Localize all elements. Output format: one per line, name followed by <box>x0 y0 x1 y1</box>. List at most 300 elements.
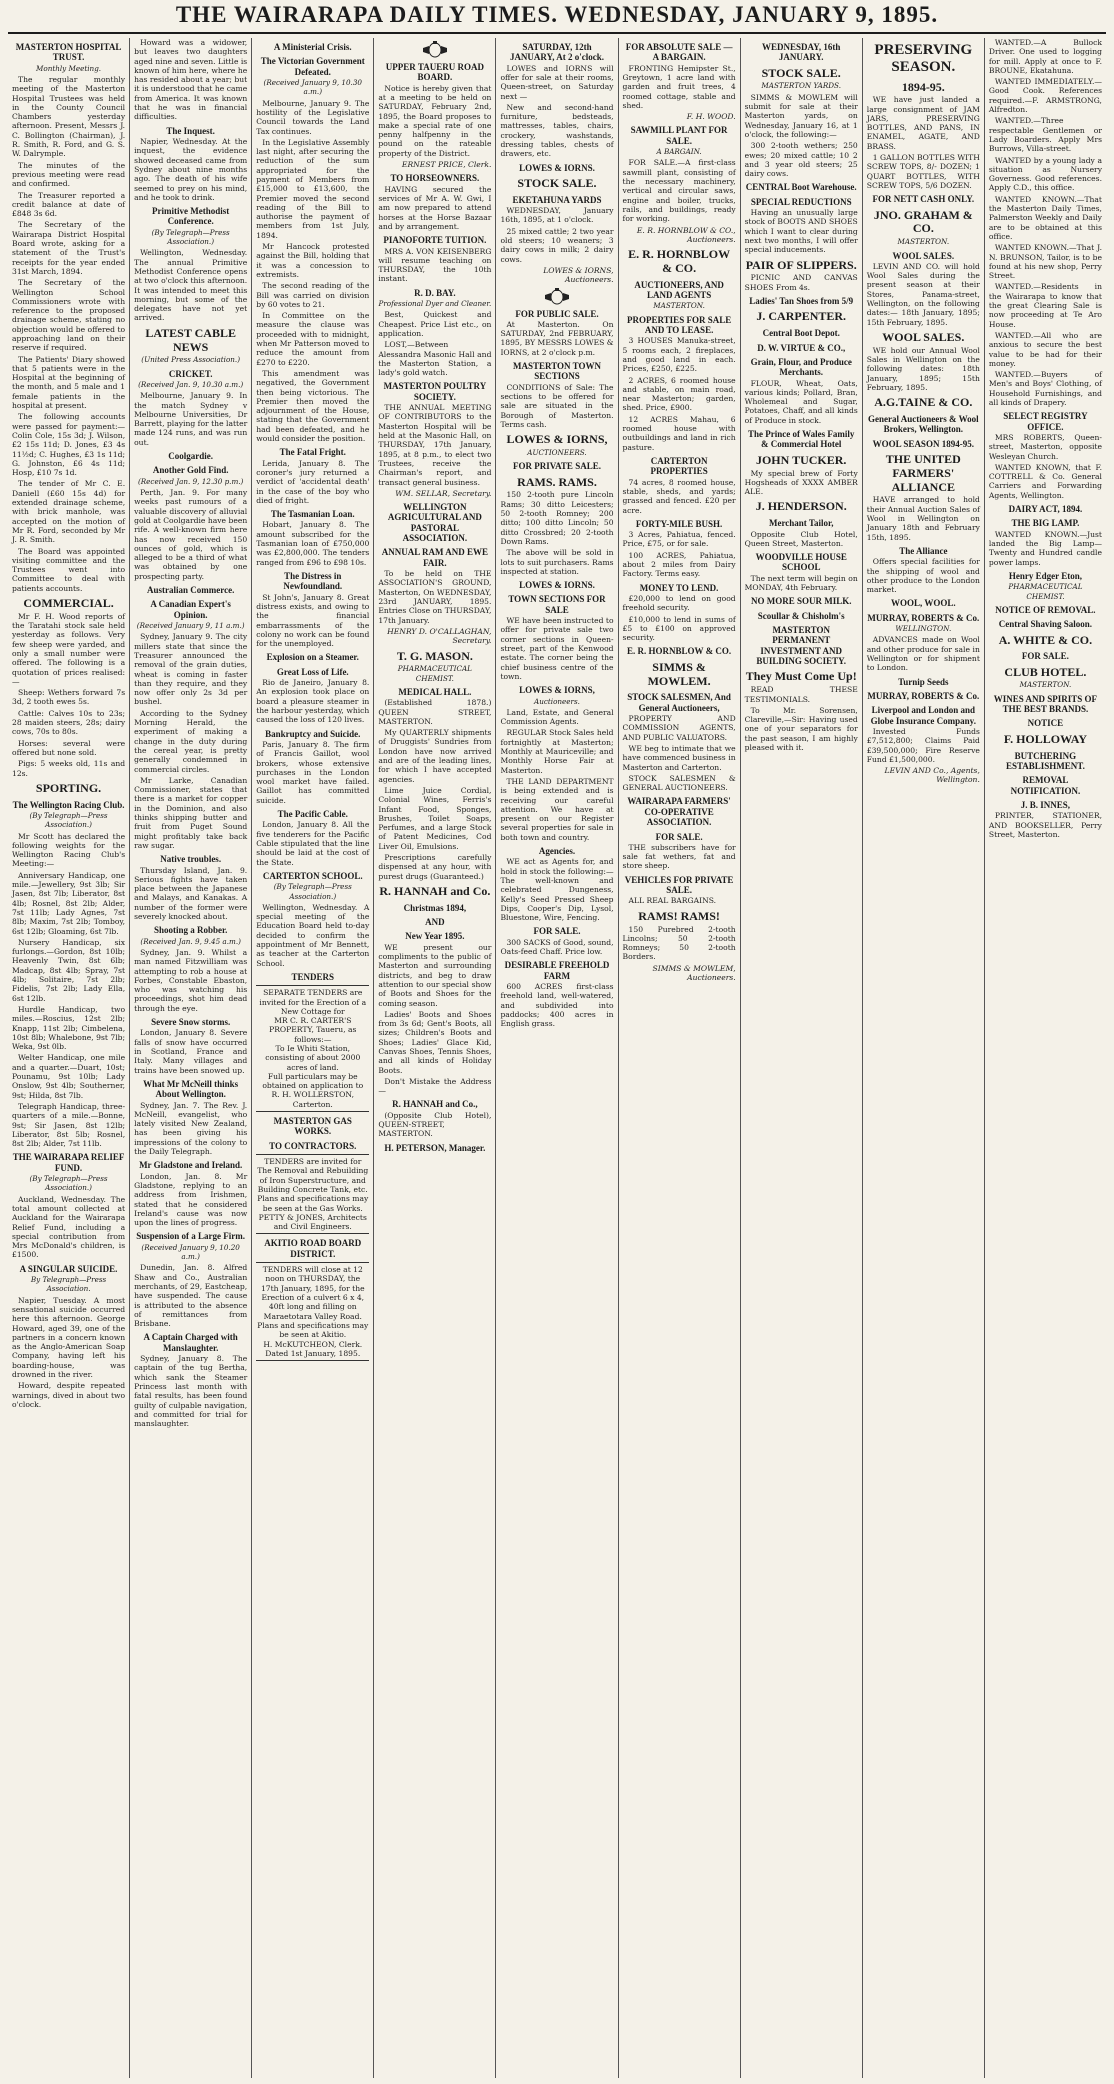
article-heading: WINES AND SPIRITS OF THE BEST BRANDS. <box>993 693 1098 715</box>
article-paragraph: (Established 1878.) QUEEN STREET, MASTERTON. <box>378 698 492 726</box>
article-subheading: (Received Jan. 9, 12.30 p.m.) <box>137 476 244 486</box>
article-paragraph: WE have been instructed to offer for private sale two corner sections in Queen-street, part of the Kenwood estate. The corner being the chief business centre of the town. <box>500 616 614 681</box>
article-paragraph: Don't Mistake the Address — <box>378 1076 492 1096</box>
article-heading: Christmas 1894, <box>403 902 467 913</box>
article-heading: LOWES & IORNS. <box>519 580 595 591</box>
article-paragraph: MRS A. VON KEISENBERG will resume teaching on THURSDAY, the 10th instant. <box>378 246 492 284</box>
article-paragraph: London, January 8. Severe falls of snow have occurred in Scotland, France and Italy. Many villages and trains have been snowed up. <box>134 1028 248 1075</box>
article-heading: The Pacific Cable. <box>277 809 348 820</box>
article-subheading: A BARGAIN. <box>656 147 702 157</box>
signature-line: E. R. HORNBLOW & CO., Auctioneers. <box>636 225 736 244</box>
article-heading: Shooting a Robber. <box>153 925 228 936</box>
article-paragraph: WANTED KNOWN, that F. COTTRELL & Co. General Carriers and Forwarding Agents, Wellington. <box>988 462 1102 500</box>
advertisement-line: H. McKUTCHEON, Clerk. <box>263 1339 363 1349</box>
advertisement-line: To Ie Whiti Station, consisting of about 2000 acres of land. <box>265 1044 361 1072</box>
article-paragraph: Sydney, Jan. 9. Whilst a man named Fitzwilliam was attempting to rob a house at Forbes, Constable Ebaston, who was watching his proceedings, shot him dead through the eye. <box>134 947 248 1013</box>
article-subheading: AUCTIONEERS. <box>527 448 587 458</box>
article-paragraph: Paris, January 8. The firm of Francis Gaillot, wool brokers, whose extensive purchases in the London wool market have failed. Gaillot has committed suicide. <box>256 739 370 805</box>
article-heading: LOWES & IORNS, <box>506 432 608 447</box>
article-paragraph: Pigs: 5 weeks old, 11s and 12s. <box>12 759 126 778</box>
article-heading: Australian Commerce. <box>147 585 235 596</box>
article-heading: General Auctioneers & Wool Brokers, Wellington. <box>868 414 979 435</box>
article-heading: PROPERTIES FOR SALE AND TO LEASE. <box>627 314 732 336</box>
article-heading: A Captain Charged with Manslaughter. <box>143 1332 238 1353</box>
article-heading: Agencies. <box>538 846 576 857</box>
article-paragraph: WE beg to intimate that we have commenced business in Masterton and Carterton. <box>622 744 736 772</box>
article-paragraph: ALL REAL BARGAINS. <box>628 896 717 906</box>
advertisement-line: SEPARATE TENDERS are invited for the Erection of a New Cottage for <box>259 988 367 1016</box>
article-paragraph: Napier, Tuesday. A most sensational suicide occurred here this afternoon. George Howard, aged 39, one of the partners in a concern known as the Anglo-American Soap Company, having left his boarding-house, was drowned in the river. <box>12 1295 126 1380</box>
article-heading: SIMMS & MOWLEM. <box>647 659 711 688</box>
article-paragraph: Horses: several were offered but none sold. <box>12 738 126 757</box>
article-heading: Great Loss of Life. <box>276 666 349 677</box>
article-heading: New Year 1895. <box>405 931 465 942</box>
article-paragraph: Ladies' Boots and Shoes from 3s 6d; Gent's Boots, all sizes; Children's Boots and Shoes; Ladies' Glace Kid, Canvas Shoes, Tennis Shoes, and all kinds of Holiday Boots. <box>378 1009 492 1075</box>
article-paragraph: Sydney, Jan. 7. The Rev. J. McNeill, evangelist, who lately visited New Zealand, has been giving his impressions of the colony to the Daily Telegraph. <box>134 1100 248 1157</box>
article-subheading: (United Press Association.) <box>141 355 241 365</box>
article-heading: MURRAY, ROBERTS & Co. <box>867 612 980 623</box>
article-paragraph: 300 SACKS of Good, sound, Oats-feed Chaff. Price low. <box>500 937 614 957</box>
article-heading: PIANOFORTE TUITION. <box>383 235 487 246</box>
article-subheading: WELLINGTON. <box>895 624 952 634</box>
signature-line: ERNEST PRICE, Clerk. <box>401 160 492 170</box>
article-paragraph: The second reading of the Bill was carried on division by 60 votes to 21. <box>256 281 370 309</box>
article-paragraph: 100 ACRES, Pahiatua, about 2 miles from Dairy Factory. Terms easy. <box>622 550 736 579</box>
article-heading: Central Boot Depot. <box>762 328 840 339</box>
article-paragraph: Mr Larke, Canadian Commissioner, states that there is a market for copper in the Dominion, and also thinks shipping butter and fruit from Puget Sound might profitably take back raw sugar. <box>134 775 248 850</box>
article-paragraph: The regular monthly meeting of the Masterton Hospital Trustees was held in the County Council Chambers yesterday afternoon. Present, Messrs J. C. Bollington (Chairman), J. R. Smith, R. Ford, and G. S. W. Dalrymple. <box>12 74 126 159</box>
article-heading: MASTERTON HOSPITAL TRUST. <box>15 42 122 63</box>
article-paragraph: Having an unusually large stock of BOOTS AND SHOES which I want to clear during next two months, I will offer special inducements. <box>744 208 858 255</box>
article-heading: Native troubles. <box>160 854 222 865</box>
article-heading: Ladies' Tan Shoes from 5/9 <box>749 296 854 307</box>
article-paragraph: Opposite Club Hotel, Queen Street, Masterton. <box>744 529 858 548</box>
article-paragraph: (Opposite Club Hotel), QUEEN-STREET, MASTERTON. <box>378 1110 492 1139</box>
article-heading: WAIRARAPA FARMERS' CO-OPERATIVE ASSOCIATION. <box>627 796 731 828</box>
article-heading: FOR SALE. <box>533 926 581 937</box>
article-paragraph: Lerida, January 8. The coroner's jury returned a verdict of 'accidental death' in the case of the boy who died of fright. <box>256 458 370 505</box>
article-paragraph: 74 acres, 8 roomed house, stable, sheds, and yards; grassed and fenced. £20 per acre. <box>622 477 736 515</box>
article-paragraph: Mr Hancock protested against the Bill, holding that it was a concession to extremists. <box>256 242 370 279</box>
article-heading: SELECT REGISTRY OFFICE. <box>1003 411 1088 432</box>
advertisement-block <box>256 1262 369 1361</box>
article-heading: The Wellington Racing Club. <box>12 799 125 810</box>
article-heading: FOR PUBLIC SALE. <box>515 308 599 319</box>
column-2 <box>130 38 252 2078</box>
article-paragraph: MRS ROBERTS, Queen-street, Masterton, opposite Wesleyan Church. <box>988 432 1102 461</box>
article-heading: A Ministerial Crisis. <box>273 42 352 52</box>
article-heading: SATURDAY, 12th JANUARY, At 2 o'clock. <box>509 42 605 63</box>
article-heading: CARTERTON PROPERTIES <box>650 455 708 477</box>
article-heading: CENTRAL Boot Warehouse. <box>745 182 857 193</box>
article-paragraph: To Mr. Sorensen, Clareville,—Sir: Having used one of your separators for the past season, I am highly pleased with it. <box>744 705 858 753</box>
article-paragraph: Mr F. H. Wood reports of the Taratahi stock sale held yesterday as follows. Very few sheep were yarded, and only a small number were offered. The following is a quotation of prices realised:— <box>12 611 126 686</box>
article-paragraph: 300 2-tooth wethers; 250 ewes; 20 mixed cattle; 10 2 and 3 year old steers; 25 dairy cows. <box>744 141 858 179</box>
article-heading: T. G. MASON. <box>396 648 473 663</box>
article-heading: Severe Snow storms. <box>151 1017 231 1028</box>
article-subheading: Auctioneers. <box>534 696 580 706</box>
article-paragraph: WE have just landed a large consignment of JAM JARS, PRESERVING BOTTLES, AND PANS, IN ENAMEL, AGATE, AND BRASS. <box>866 95 980 151</box>
article-heading: Coolgardie. <box>168 451 214 462</box>
article-heading: SPORTING. <box>35 780 102 795</box>
article-heading: WOOL SALES. <box>892 250 955 261</box>
column-3 <box>252 38 374 2078</box>
article-heading: FOR SALE. <box>655 831 703 842</box>
article-heading: TOWN SECTIONS FOR SALE <box>508 594 606 615</box>
article-paragraph: 150 Purebred 2-tooth Lincolns; 50 2-tooth Romneys; 50 2-tooth Borders. <box>622 924 736 962</box>
article-subheading: (Received Jan. 9, 10.30 a.m.) <box>138 379 244 389</box>
article-paragraph: London, Jan. 8. Mr Gladstone, replying to an address from Irishmen, stated that he considered Ireland's cause was now upon the lines of progress. <box>134 1171 248 1228</box>
article-heading: THE WAIRARAPA RELIEF FUND. <box>12 1152 125 1173</box>
article-heading: The Inquest. <box>166 125 215 136</box>
article-subheading: (By Telegraph—Press Association.) <box>29 1174 108 1193</box>
article-heading: H. PETERSON, Manager. <box>384 1142 486 1153</box>
signature-line: SIMMS & MOWLEM, Auctioneers. <box>652 963 736 983</box>
advertisement-block <box>256 985 369 1112</box>
article-subheading: MASTERTON. <box>897 237 950 247</box>
article-paragraph: The next term will begin on MONDAY, 4th February. <box>744 573 858 593</box>
signature-line: HENRY D. O'CALLAGHAN, Secretary. <box>387 626 492 646</box>
article-heading: JOHN TUCKER. <box>755 452 847 467</box>
article-heading: Bankruptcy and Suicide. <box>265 728 361 739</box>
article-heading: The Victorian Government Defeated. <box>260 56 365 77</box>
article-heading: The Tasmanian Loan. <box>270 509 355 520</box>
article-heading: Another Gold Find. <box>152 465 229 476</box>
advertisement-block <box>256 1154 369 1234</box>
article-subheading: (By Telegraph—Press Association.) <box>29 811 108 830</box>
article-heading: The Prince of Wales Family & Commercial Hotel <box>748 429 855 450</box>
article-subheading: PHARMACEUTICAL CHEMIST. <box>397 664 472 683</box>
article-paragraph: Napier, Wednesday. At the inquest, the evidence showed deceased came from Sydney about nine months ago. The death of his wife seemed to prey on his mind, and he took to drink. <box>134 137 248 202</box>
article-heading: The Alliance <box>899 545 948 556</box>
article-paragraph: The Treasurer reported a credit balance at date of £848 3s 6d. <box>12 190 126 219</box>
article-heading: Merchant Tailor, <box>768 518 834 529</box>
article-heading: F. HOLLOWAY <box>1003 731 1087 746</box>
article-heading: CLUB HOTEL. <box>1004 664 1087 679</box>
article-paragraph: Wellington, Wednesday. A special meeting of the Education Board held to-day decided to confirm the appointment of Mr Bennett, as teacher at the Carterton School. <box>256 902 370 968</box>
article-heading: TO CONTRACTORS. <box>269 1140 357 1151</box>
article-heading: A SINGULAR SUICIDE. <box>19 1263 118 1274</box>
article-paragraph: 1 GALLON BOTTLES WITH SCREW TOPS, 8/- DOZEN; 1 QUART BOTTLES, WITH SCREW TOPS, 5/6 DOZEN. <box>866 153 980 190</box>
advertisement-line: Plans and specifications may be seen at the Gas Works. <box>257 1194 369 1213</box>
article-paragraph: The following accounts were passed for payment:—Colin Cole, 15s 3d; J. Wilson, £2 15s 11d; D. Jones, £3 4s 11½d; C. Hughes, £3 1s 11d; G. Johnston, £6 4s 11d; Hosp, £10 7s 1d. <box>12 412 126 478</box>
article-paragraph: £10,000 to lend in sums of £5 to £100 on approved security. <box>622 614 736 643</box>
article-paragraph: New and second-hand furniture, bedsteads, mattresses, tables, chairs, crockery, washstands, dressing tables, chests of drawers, etc. <box>500 102 614 159</box>
article-paragraph: The tender of Mr C. E. Daniell (£60 15s 4d) for extended drainage scheme, with brick manhole, was accepted on the motion of Mr R. Ford, seconded by Mr J. R. Smith. <box>12 479 126 545</box>
article-subheading: (Received January 9, 10.20 a.m.) <box>141 1242 240 1262</box>
article-heading: Central Shaving Saloon. <box>998 619 1093 630</box>
article-paragraph: Land, Estate, and General Commission Agents. <box>500 707 614 727</box>
article-heading: E. R. HORNBLOW & CO. <box>627 646 732 657</box>
royal-crest-icon <box>421 40 449 58</box>
article-paragraph: My special brew of Forty Hogsheads of XXXX AMBER ALE. <box>744 468 858 497</box>
advertisement-line: MR C. R. CARTER'S PROPERTY, Taueru, as follows:— <box>269 1016 357 1044</box>
signature-line: LEVIN AND Co., Agents, Wellington. <box>884 766 980 785</box>
article-heading: TENDERS <box>291 971 335 982</box>
article-paragraph: Anniversary Handicap, one mile.—Jewellery, 9st 3lb; Sir Jasen, 8st 7lb; Liberator, 8st 4lb; Rosnel, 8st 2lb; Alder, 7st 11lb; Lady Agnes, 7st 8lb; Maxim, 7st 2lb; Tomboy, 6st 12lb; Gloaming, 6st 7lb. <box>12 870 126 936</box>
article-heading: Henry Edger Eton, <box>1008 570 1082 581</box>
article-paragraph: WANTED IMMEDIATELY.—Good Cook. References required.—F. ARMSTRONG, Alfredton. <box>988 77 1102 115</box>
article-heading: FOR SALE. <box>1021 651 1069 662</box>
article-heading: THE UNITED FARMERS' ALLIANCE <box>885 452 961 494</box>
article-heading: REMOVAL NOTIFICATION. <box>1010 775 1081 796</box>
article-paragraph: Hurdle Handicap, two miles.—Roscius, 12st 2lb; Knapp, 11st 2lb; Cimbelena, 10st 8lb; Whalebone, 9st 7lb; Weka, 9st 0lb. <box>12 1004 126 1052</box>
article-heading: FOR NETT CASH ONLY. <box>872 194 975 205</box>
article-paragraph: At Masterton. On SATURDAY, 2nd FEBRUARY, 1895, BY MESSRS LOWES & IORNS, at 2 o'clock p.m. <box>500 319 614 357</box>
article-heading: MASTERTON TOWN SECTIONS <box>513 361 601 382</box>
article-heading: LATEST CABLE NEWS <box>145 325 236 354</box>
article-paragraph: WEDNESDAY, January 16th, 1895, at 1 o'clock. <box>500 206 614 225</box>
article-paragraph: STOCK SALESMEN & GENERAL AUCTIONEERS. <box>622 773 736 793</box>
article-heading: NOTICE <box>1027 718 1064 729</box>
article-heading: They Must Come Up! <box>745 669 857 684</box>
article-paragraph: WANTED KNOWN.—That J. N. BRUNSON, Tailor, is to be found at his new shop, Perry Street. <box>988 243 1102 281</box>
article-paragraph: In the Legislative Assembly last night, after securing the reduction of the sum appropriated for the payment of Members from £15,000 to £13,600, the Premier moved the second reading of the Bill to authorise the payment of members from 1st July, 1894. <box>256 137 370 240</box>
advertisement-line: Carterton. <box>292 1099 333 1109</box>
article-heading: SPECIAL REDUCTIONS <box>750 196 852 207</box>
article-paragraph: LOWES and IORNS will offer for sale at their rooms, Queen-street, on Saturday next — <box>500 63 614 101</box>
column-5 <box>496 38 618 2078</box>
article-paragraph: 600 ACRES first-class freehold land, well-watered, and subdivided into paddocks; 400 acres in English grass. <box>500 982 614 1029</box>
article-subheading: MASTERTON YARDS. <box>761 81 841 91</box>
article-heading: MURRAY, ROBERTS & Co. <box>867 690 980 701</box>
article-heading: WOOL SEASON 1894-95. <box>872 438 974 449</box>
signature-line: LOWES & IORNS, Auctioneers. <box>543 265 614 285</box>
article-paragraph: WANTED.—All who are anxious to secure the best value to be had for their money. <box>988 330 1102 368</box>
article-heading: RAMS. RAMS. <box>517 474 597 489</box>
article-paragraph: The Secretary of the Wellington School Commissioners wrote with reference to the proposed drainage scheme, stating no objection would be offered to approaching land on their reserve if required. <box>12 278 126 353</box>
article-paragraph: HAVING secured the services of Mr A. W. Gwi, I am now prepared to attend horses at the Horse Bazaar and by arrangement. <box>378 184 492 231</box>
advertisement-line: R. H. WOLLERSTON, <box>271 1090 354 1100</box>
article-paragraph: £20,000 to lend on good freehold security. <box>622 594 736 613</box>
article-heading: LOWES & IORNS, <box>519 685 595 696</box>
article-heading: THE BIG LAMP. <box>1011 518 1080 529</box>
article-paragraph: 12 ACRES Mahau, 6 roomed house with outbuildings and land in rich pasture. <box>622 414 736 452</box>
article-paragraph: PICNIC AND CANVAS SHOES From 4s. <box>744 273 858 292</box>
article-heading: NOTICE OF REMOVAL. <box>995 604 1096 615</box>
article-heading: FOR ABSOLUTE SALE — A BARGAIN. <box>625 42 733 63</box>
article-paragraph: Welter Handicap, one mile and a quarter.—Duart, 10st; Pounamu, 9st 10lb; Lady Onslow, 9st 4lb; Southerner, 9st; Hilda, 8st 7lb. <box>12 1053 126 1100</box>
article-paragraph: Sydney, January 8. The captain of the tug Bertha, which sank the Steamer Princess last month with fatal results, has been found guilty of culpable navigation, and committed for trial for manslaughter. <box>134 1354 248 1429</box>
article-paragraph: St John's, January 8. Great distress exists, and owing to the financial embarrassments of the colony no work can be found for the unemployed. <box>256 592 370 649</box>
article-subheading: (By Telegraph—Press Association.) <box>151 227 230 247</box>
article-subheading: PHARMACEUTICAL CHEMIST. <box>1008 582 1083 601</box>
article-heading: WOODVILLE HOUSE SCHOOL <box>755 552 847 573</box>
article-paragraph: HAVE arranged to hold their Annual Auction Sales of Wool in Wellington on January 18th and February 15th, 1895. <box>866 495 980 542</box>
article-heading: What Mr McNeill thinks About Wellington. <box>143 1078 239 1100</box>
article-paragraph: WANTED KNOWN.—That the Masterton Daily Times, Palmerston Weekly and Daily are to be obtained at this office. <box>988 194 1102 241</box>
article-heading: Scoullar & Chisholm's <box>757 610 845 621</box>
article-heading: PRESERVING SEASON. <box>874 42 973 76</box>
article-paragraph: Howard was a widower, but leaves two daughters aged nine and seven. Little is known of him here, where he has resided about a year; but it is understood that he came from America. It was known that he was in financial difficulties. <box>134 38 248 122</box>
article-heading: LOWES & IORNS. <box>519 162 595 173</box>
article-heading: The Distress in Newfoundland. <box>283 570 343 592</box>
article-heading: TO HORSEOWNERS. <box>390 173 480 184</box>
article-heading: AND <box>425 917 445 928</box>
article-paragraph: Auckland, Wednesday. The total amount collected at Auckland for the Wairarapa Relief Fund, including a special contribution from Mrs McDonald's children, is £1500. <box>12 1194 126 1260</box>
article-heading: R. D. BAY. <box>414 287 456 298</box>
signature-line: WM. SELLAR, Secretary. <box>395 488 492 498</box>
advertisement-line: TENDERS are invited for <box>264 1157 362 1167</box>
article-paragraph: Dunedin, Jan. 8. Alfred Shaw and Co., Australian merchants, of 29, Eastcheap, have suspended. The cause is attributed to the absence of remittances from Brisbane. <box>134 1263 248 1329</box>
article-heading: WOOL, WOOL. <box>891 598 956 609</box>
article-paragraph: WANTED.—Residents in the Wairarapa to know that the great Clearing Sale is now proceeding at Te Aro House. <box>988 282 1102 329</box>
article-paragraph: PRINTER, STATIONER, AND BOOKSELLER, Perry Street, Masterton. <box>988 811 1102 839</box>
article-paragraph: THE LAND DEPARTMENT is being extended and is receiving our careful attention. We have at present on our Register several properties for sale in both town and country. <box>500 776 614 842</box>
article-heading: ANNUAL RAM AND EWE FAIR. <box>381 547 489 568</box>
article-paragraph: Wellington, Wednesday. The annual Primitive Methodist Conference opens at two o'clock this afternoon. It was intended to meet this morning, but some of the delegates have not yet arrived. <box>134 248 248 323</box>
article-paragraph: THE ANNUAL MEETING OF CONTRIBUTORS to the Masterton Hospital will be held at the Masonic Hall, on THURSDAY, 17th January, 1895, at 8 p.m., to elect two Trustees, receive the Chairman's report, and transact general business. <box>378 403 492 487</box>
article-heading: UPPER TAUERU ROAD BOARD. <box>385 62 484 83</box>
article-heading: WEDNESDAY, 16th JANUARY. <box>762 42 841 63</box>
article-heading: RAMS! RAMS! <box>638 908 720 923</box>
article-heading: E. R. HORNBLOW & CO. <box>628 247 731 275</box>
article-heading: A. WHITE & CO. <box>998 632 1093 647</box>
article-paragraph: WANTED by a young lady a situation as Nursery Governess. Good references. Apply C.D., this office. <box>988 155 1102 193</box>
column-9 <box>985 38 1106 2078</box>
article-heading: EKETAHUNA YARDS <box>512 194 602 205</box>
article-heading: NO MORE SOUR MILK. <box>750 596 852 607</box>
article-paragraph: WE hold our Annual Wool Sales in Wellington on the following dates: 18th January, 1895; 15th February, 1895. <box>866 345 980 392</box>
article-heading: D. W. VIRTUE & CO., <box>757 342 846 353</box>
article-paragraph: READ THESE TESTIMONIALS. <box>744 685 858 704</box>
article-paragraph: THE subscribers have for sale fat wethers, fat and store sheep. <box>622 842 736 871</box>
column-4 <box>374 38 496 2078</box>
article-heading: FORTY-MILE BUSH. <box>635 518 723 529</box>
article-paragraph: Telegraph Handicap, three-quarters of a mile.—Bonne, 9st; Sir Jasen, 8st 12lb; Liberator, 8st 5lb; Rosnel, 8st 2lb; Alder, 7st 11lb. <box>12 1101 126 1149</box>
column-6 <box>619 38 741 2078</box>
article-heading: A.G.TAINE & CO. <box>874 395 973 410</box>
article-paragraph: London, January 8. All the five tenderers for the Pacific Cable stipulated that the line should be laid at the cost of the State. <box>256 820 370 867</box>
article-paragraph: Thursday Island, Jan. 9. Serious fights have taken place between the Japanese and Malays, and Kanakas. A number of the former were severely knocked about. <box>134 865 248 921</box>
article-heading: Grain, Flour, and Produce Merchants. <box>750 356 852 378</box>
article-heading: Liverpool and London and Globe Insurance Company. <box>870 705 976 726</box>
article-heading: CARTERTON SCHOOL. <box>262 870 363 881</box>
masthead-title: THE WAIRARAPA DAILY TIMES. WEDNESDAY, JANUARY 9, 1895. <box>175 2 939 27</box>
article-paragraph: Perth, Jan. 9. For many weeks past rumours of a valuable discovery of alluvial gold at Coolgardie have been rife. A well-known firm here has now received 150 ounces of gold, which is alleged to be a third of what was obtained by one prospecting party. <box>134 488 248 581</box>
article-heading: WELLINGTON AGRICULTURAL AND PASTORAL ASSOCIATION. <box>387 502 482 544</box>
article-subheading: Monthly Meeting. <box>36 63 102 73</box>
article-paragraph: According to the Sydney Morning Herald, the experiment of making a change in the duty during the cereal year, is pretty generally condemned in commercial circles. <box>134 708 248 774</box>
royal-crest-icon <box>543 287 571 305</box>
article-heading: AUCTIONEERS, AND LAND AGENTS <box>634 279 724 301</box>
column-1 <box>8 38 130 2078</box>
article-paragraph: ADVANCES made on Wool and other produce for sale in Wellington or for shipment to London. <box>866 635 980 673</box>
article-heading: MONEY TO LEND. <box>639 582 719 593</box>
article-paragraph: To be held on THE ASSOCIATION'S GROUND, Masterton, On WEDNESDAY, 23rd JANUARY, 1895. Entries Close on THURSDAY, 17th January. <box>378 569 492 625</box>
article-paragraph: WANTED.—Three respectable Gentlemen or Lady Boarders. Apply Mrs Burrows, Villa-street. <box>988 116 1102 154</box>
article-paragraph: Best, Quickest and Cheapest. Price List etc., on application. <box>378 310 492 338</box>
article-paragraph: The Secretary of the Wairarapa District Hospital Board wrote, asking for a statement of the Trust's receipts for the year ended 31st March, 1894. <box>12 220 126 276</box>
column-8 <box>863 38 985 2078</box>
article-paragraph: Hobart, January 8. The amount subscribed for the Tasmanian loan of £750,000 was £2,800,000. The tenders ranged from £96 to £98 10s. <box>256 520 370 567</box>
article-heading: SAWMILL PLANT FOR SALE. <box>630 125 728 146</box>
article-paragraph: LEVIN AND CO. will hold Wool Sales during the present season at their Stores, Panama-street, Wellington, on the following dates:— 18th January, 1895; 15th February, 1895. <box>866 261 980 327</box>
article-paragraph: CONDITIONS of Sale: The sections to be offered for sale are situated in the Borough of Masterton. Terms cash. <box>500 382 614 429</box>
article-heading: STOCK SALE. <box>761 65 841 80</box>
article-heading: AKITIO ROAD BOARD DISTRICT. <box>264 1238 362 1259</box>
article-paragraph: Mr Scott has declared the following weights for the Wellington Racing Club's Meeting:— <box>12 831 126 869</box>
article-heading: STOCK SALE. <box>517 176 597 190</box>
signature-line: F. H. WOOD. <box>686 112 736 122</box>
article-heading: FOR PRIVATE SALE. <box>513 461 601 472</box>
article-paragraph: REGULAR Stock Sales held fortnightly at Masterton; Monthly at Mauriceville; and Monthly Horse Fair at Masterton. <box>500 728 614 775</box>
article-heading: J. B. INNES, <box>1020 799 1071 810</box>
article-paragraph: 3 Acres, Pahiatua, fenced. Price, £75, or for sale. <box>622 530 736 549</box>
article-paragraph: WANTED KNOWN.—Just landed the Big Lamp—Twenty and Hundred candle power lamps. <box>988 529 1102 567</box>
article-paragraph: WE present our compliments to the public of Masterton and surrounding districts, and beg to draw attention to our special show of Boots and Shoes for the coming season. <box>378 942 492 1008</box>
article-paragraph: The Patients' Diary showed that 5 patients were in the Hospital at the beginning of the month, and 5 male and 1 female patients in the hospital at present. <box>12 354 126 411</box>
article-heading: Suspension of a Large Firm. <box>136 1231 246 1242</box>
article-heading: VEHICLES FOR PRIVATE SALE. <box>624 874 734 896</box>
article-heading: MEDICAL HALL. <box>398 686 472 697</box>
article-paragraph: Notice is hereby given that at a meeting to be held on SATURDAY, February 2nd, 1895, the Board proposes to make a special rate of one penny halfpenny in the pound on the rateable property of the District. <box>378 83 492 158</box>
article-heading: BUTCHERING ESTABLISHMENT. <box>1005 750 1085 771</box>
advertisement-line: Dated 1st January, 1895. <box>265 1348 361 1358</box>
article-heading: STOCK SALESMEN, And General Auctioneers, <box>627 692 731 713</box>
article-paragraph: SIMMS & MOWLEM will submit for sale at their Masterton yards, on Wednesday, January 16, at 1 o'clock, the following:— <box>744 92 858 139</box>
article-subheading: (Received Jan. 9, 9.45 a.m.) <box>140 936 241 946</box>
article-subheading: Professional Dyer and Cleaner. <box>378 299 492 309</box>
article-subheading: By Telegraph—Press Association. <box>30 1275 107 1294</box>
article-heading: COMMERCIAL. <box>23 596 114 611</box>
article-heading: PAIR OF SLIPPERS. <box>745 257 857 272</box>
article-paragraph: Prescriptions carefully dispensed at any hour, with purest drugs (Guaranteed.) <box>378 853 492 881</box>
masthead-rule <box>8 32 1106 34</box>
article-heading: DESIRABLE FREEHOLD FARM <box>504 960 610 981</box>
article-paragraph: My QUARTERLY shipments of Druggists' Sundries from London have now arrived and are of the leading lines, for which I have accepted agencies. <box>378 728 492 784</box>
article-heading: J. HENDERSON. <box>755 499 847 514</box>
article-paragraph: The above will be sold in lots to suit purchasers. Rams inspected at station. <box>500 548 614 576</box>
article-paragraph: WANTED.—Buyers of Men's and Boys' Clothing, of Household Furnishings, and all kinds of Drapery. <box>988 370 1102 407</box>
advertisement-line: TENDERS will close at 12 noon on THURSDAY, the 17th January, 1895, for the Erection of a culvert 6 x 4, 40ft long and filling on Maraetotara Valley Road. <box>260 1265 365 1321</box>
article-paragraph: 2 ACRES, 6 roomed house and stable, on main road, near Masterton; garden, shed. Price, £900. <box>622 375 736 413</box>
article-heading: MASTERTON POULTRY SOCIETY. <box>383 381 487 402</box>
article-paragraph: Howard, despite repeated warnings, dived in about two o'clock. <box>12 1381 126 1409</box>
article-paragraph: Melbourne, January 9. The hostility of the Legislative Council towards the Land Tax continues. <box>256 98 370 136</box>
advertisement-line: The Removal and Rebuilding of Iron Superstructure, and Building Concrete Tank, etc. <box>257 1166 369 1194</box>
article-paragraph: 3 HOUSES Manuka-street, 5 rooms each, 2 fireplaces, and good land in each. Prices, £250, £225. <box>622 336 736 374</box>
article-paragraph: FOR SALE.—A first-class sawmill plant, consisting of the necessary machinery, vertical and circular saws, engine and boiler, trucks, rails, and buildings, ready for working. <box>622 158 736 224</box>
article-paragraph: Sydney, January 9. The city millers state that since the Treasurer announced the removal of the grain duties, wheat is coming in faster than they require, and they now offer only 2s 3d per bushel. <box>134 632 248 707</box>
article-heading: JNO. GRAHAM & CO. <box>873 207 973 236</box>
article-subheading: (Received January 9, 10.30 a.m.) <box>263 78 362 97</box>
advertisement-line: PETTY & JONES, Architects and Civil Engineers. <box>258 1212 367 1232</box>
article-heading: Explosion on a Steamer. <box>266 652 359 663</box>
article-heading: Primitive Methodist Conference. <box>152 206 230 227</box>
article-heading: A Canadian Expert's Opinion. <box>150 599 231 620</box>
article-paragraph: WE act as Agents for, and hold in stock the following:— The well-known and celebrated Dungeness, Kelly's Seed Pressed Sheep Dips, Cooper's Dip, Lysol, Bluestone, Wire, Fencing. <box>500 857 614 923</box>
article-paragraph: This amendment was negatived, the Government then being victorious. The Premier then moved the adjournment of the House, stating that the Government had been defeated, and he would consider the position. <box>256 368 370 444</box>
article-paragraph: The minutes of the previous meeting were read and confirmed. <box>12 160 126 189</box>
article-paragraph: Sheep: Wethers forward 7s 3d, 2 tooth ewes 5s. <box>12 688 126 707</box>
article-heading: MASTERTON GAS WORKS. <box>273 1116 352 1137</box>
article-paragraph: Lime Juice Cordial, Colonial Wines, Ferris's Infant Food, Sponges, Brushes, Toilet Soaps, Perfumes, and a large Stock of Patent Medicines, Cod Liver Oil, Emulsions. <box>378 785 492 851</box>
article-heading: J. CARPENTER. <box>756 309 847 324</box>
article-heading: WOOL SALES. <box>882 329 965 344</box>
article-heading: R. HANNAH and Co., <box>392 1099 478 1110</box>
article-paragraph: Rio de Janeiro, January 8. An explosion took place on board a pleasure steamer in the harbour yesterday, which caused the loss of 120 lives. <box>256 678 370 725</box>
article-paragraph: 25 mixed cattle; 2 two year old steers; 10 weaners; 3 dairy cows in milk; 2 dairy cows. <box>500 226 614 264</box>
article-paragraph: 150 2-tooth pure Lincoln Rams; 30 ditto Leicesters; 50 2-tooth Romney; 200 ditto; 100 ditto Lincoln; 50 ditto Crossbred; 20 2-tooth Down Rams. <box>500 490 614 546</box>
article-paragraph: Invested Funds £7,512,800; Claims Paid £39,500,000; Fire Reserve Fund £1,500,000. <box>866 726 980 764</box>
advertisement-line: Full particulars may be obtained on application to <box>262 1071 364 1091</box>
article-paragraph: Nursery Handicap, six furlongs.—Gordon, 8st 10lb; Heavenly Twin, 8st 6lb; Madcap, 8st 4lb; Spray, 7st 4lb; Solitaire, 7st 2lb; Fidelis, 7st 2lb; Lady Ella, 6st 12lb. <box>12 937 126 1003</box>
article-heading: The Fatal Fright. <box>279 447 346 458</box>
article-heading: Mr Gladstone and Ireland. <box>139 1160 243 1171</box>
article-heading: DAIRY ACT, 1894. <box>1008 504 1083 515</box>
advertisement-line: Plans and specifications may be seen at Akitio. <box>257 1320 369 1340</box>
